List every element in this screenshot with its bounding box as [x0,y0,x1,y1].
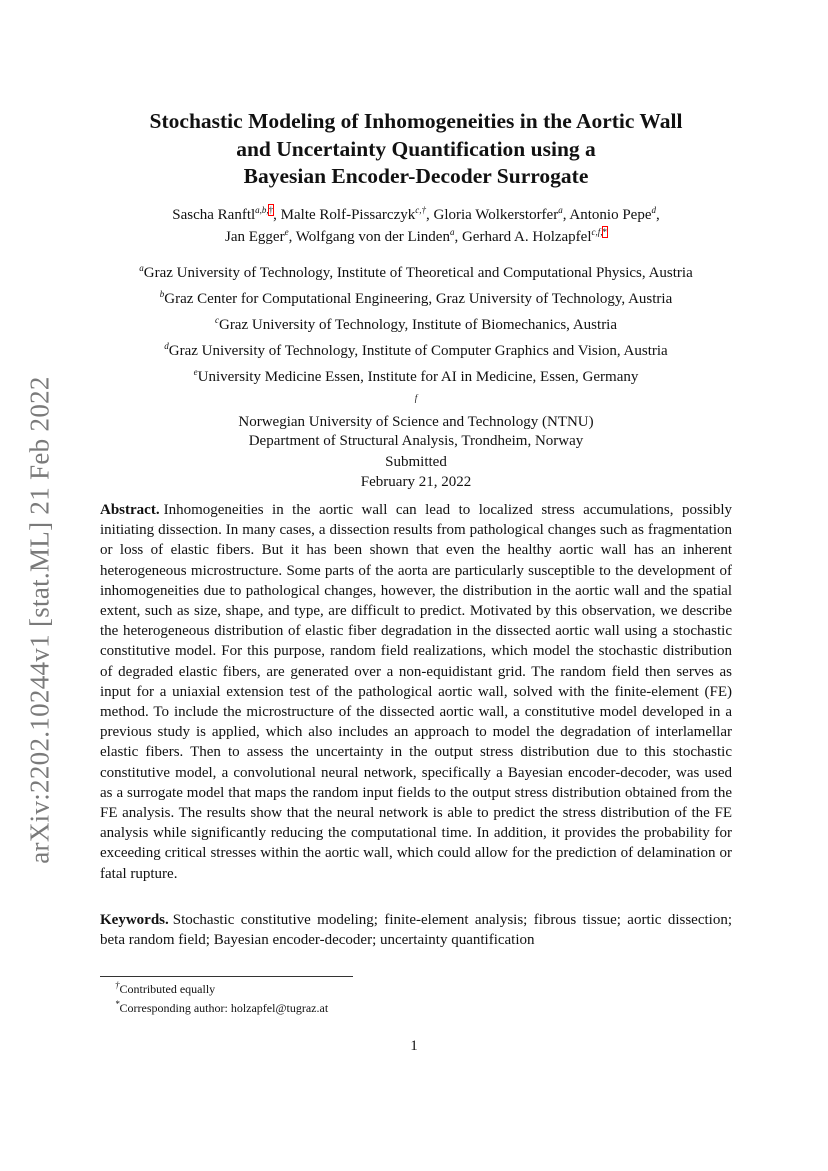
author-name: Jan Egger [225,229,285,245]
affiliation: $^f$ Norwegian University of Science and Technology (NTNU) Department of Structural Analysis, Trondheim, Norway [238,393,594,449]
abstract-label: Abstract. [100,502,160,518]
title-line: Bayesian Encoder-Decoder Surrogate [243,164,589,188]
author-affil-sup: c,† [415,205,426,215]
author-list [100,204,732,248]
author-name: Gerhard A. Holzapfel [461,229,592,245]
author-name: Sascha Ranftl [172,207,256,223]
affiliation: $^b$Graz Center for Computational Engineering, Graz University of Technology, Austria [159,289,673,307]
arxiv-identifier-text: arXiv:2202.10244v1 [stat.ML] 21 Feb 2022 [24,376,55,864]
title-line: and Uncertainty Quantification using a [236,136,596,161]
keywords-label: Keywords. [100,912,169,928]
author-name: Gloria Wolkerstorfer [433,207,559,223]
keywords-text: Stochastic constitutive modeling; finite-element analysis; fibrous tissue; aortic dissection; beta random field; Bayesian encoder-decoder; uncertainty quantification [100,912,732,949]
author-name: Wolfgang von der Linden [295,229,450,245]
footnote-link[interactable]: † [268,205,274,215]
submitted-date: February 21, 2022 [360,474,472,490]
author-affil-sup: e [284,227,289,237]
footnotes [115,980,715,1018]
page-number: 1 [410,1038,418,1054]
footnote: †Contributed equally [115,980,216,996]
footnote-divider [100,976,353,977]
submission-info [100,452,732,492]
submitted-label: Submitted [385,454,447,470]
author-line: Sascha Ranftl$^{a,b,\dagger}$, Malte Rolf-Pissarczyk$^{c,\dagger}$, Gloria Wolkerstorfer$^a$, Antonio Pepe$^d$, [172,205,660,223]
affiliation: $^a$Graz University of Technology, Institute of Theoretical and Computational Physics, Austria [139,263,693,281]
author-affil-sup: a [558,205,563,215]
affiliation-list [100,260,732,451]
footnote-link[interactable]: * [602,227,607,237]
author-name: Antonio Pepe [569,207,652,223]
author-affil-sup: a,b,† [255,205,274,215]
keywords [100,910,732,950]
affiliation: $^d$Graz University of Technology, Institute of Computer Graphics and Vision, Austria [164,341,668,359]
arxiv-identifier [12,360,68,880]
author-affil-sup: c,f,* [591,227,607,237]
title-line: Stochastic Modeling of Inhomogeneities in the Aortic Wall [149,109,683,133]
author-affil-sup: d [651,205,656,215]
affiliation: $^e$University Medicine Essen, Institute for AI in Medicine, Essen, Germany [193,367,639,385]
abstract-text: Inhomogeneities in the aortic wall can lead to localized stress accumulations, possibly initiating dissection. In many cases, a dissection results from pathological changes such as fragmentation or loss of elastic fibers. But it has been shown that even the healthy aortic wall has an inherent heterogeneous microstructure. Some parts of the aorta are particularly susceptible to the development of inhomogeneities due to pathological changes, however, the distribution in the aortic wall and the spatial extent, such as size, shape, and type, are difficult to predict. Motivated by this observation, we describe the heterogeneous distribution of elastic fiber degradation in the dissected aortic wall using a stochastic constitutive model. For this purpose, random field realizations, which model the stochastic distribution of degraded elastic fibers, are generated over a non-equidistant grid. The random field then serves as input for a uniaxial extension test of the pathological aortic wall, solved with the finite-element (FE) method. To include the microstructure of the dissected aortic wall, a constitutive model developed in a previous study is applied, which also includes an approach to model the degradation of interlamellar elastic fibers. Then to assess the uncertainty in the output stress distribution due to this stochastic constitutive model, a convolutional neural network, specifically a Bayesian encoder-decoder, was used as a surrogate model that maps the random input fields to the output stress distribution obtained from the FE analysis. The results show that the neural network is able to predict the stress distribution of the FE analysis while significantly reducing the computational time. In addition, it provides the probability for exceeding critical stresses within the aortic wall, which could allow for the prediction of delamination or fatal rupture. [100,502,732,882]
author-affil-sup: a [449,227,455,237]
author-line: Jan Egger$^e$, Wolfgang von der Linden$^a$, Gerhard A. Holzapfel$^{c,f,*}$ [225,227,607,245]
abstract [100,500,732,884]
paper-title [100,108,732,191]
footnote: *Corresponding author: holzapfel@tugraz.at [115,999,329,1015]
affiliation: $^c$Graz University of Technology, Institute of Biomechanics, Austria [214,315,618,333]
author-name: Malte Rolf-Pissarczyk [280,207,416,223]
